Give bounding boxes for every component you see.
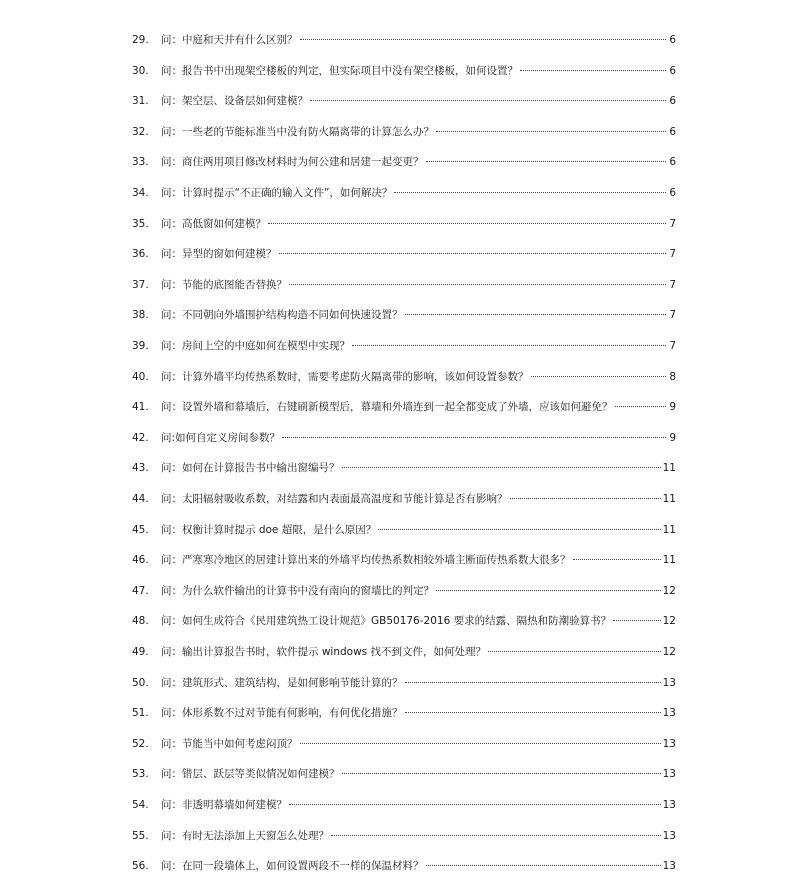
- toc-entry-title: 问：计算外墙平均传热系数时，需要考虑防火隔离带的影响，该如何设置参数？: [161, 370, 529, 383]
- toc-entry-page-number: 11: [662, 493, 676, 505]
- toc-entry[interactable]: [132, 612, 676, 630]
- toc-entry-page-number: 6: [669, 125, 676, 138]
- toc-entry-title: 问：商住两用项目修改材料时为何公建和居建一起变更？: [161, 156, 424, 169]
- toc-dot-leader: [531, 376, 667, 377]
- toc-entry-number: 37.: [132, 278, 149, 291]
- toc-entry-title: 问：输出计算报告书时，软件提示 windows 找不到文件，如何处理？: [161, 646, 486, 658]
- toc-entry-page-number: 13: [662, 768, 676, 781]
- toc-entry-title: 问：体形系数不过对节能有何影响，有何优化措施？: [161, 707, 403, 720]
- toc-entry-page-number: 7: [669, 309, 676, 322]
- toc-entry[interactable]: [132, 521, 676, 539]
- toc-entry-number: 40.: [132, 370, 149, 383]
- toc-entry-title: 问：一些老的节能标准当中没有防火隔离带的计算怎么办？: [161, 125, 434, 138]
- toc-entry-title: 问：异型的窗如何建模？: [161, 248, 277, 261]
- toc-entry-page-number: 13: [662, 799, 676, 811]
- toc-entry-title: 问：有时无法添加上天窗怎么处理？: [161, 829, 329, 842]
- toc-entry-page-number: 12: [662, 646, 676, 658]
- toc-dot-leader: [405, 712, 661, 713]
- toc-dot-leader: [436, 590, 661, 591]
- toc-entry[interactable]: [132, 551, 676, 569]
- toc-entry-number: 52.: [132, 737, 149, 750]
- toc-entry[interactable]: [132, 92, 676, 110]
- toc-entry[interactable]: [132, 245, 676, 263]
- toc-dot-leader: [342, 773, 661, 774]
- toc-entry-page-number: 6: [669, 156, 676, 169]
- toc-entry-page-number: 6: [669, 34, 676, 46]
- toc-entry-number: 35.: [132, 217, 149, 230]
- toc-entry-number: 54.: [132, 799, 149, 811]
- toc-entry[interactable]: [132, 674, 676, 692]
- toc-entry-title: 问：如何在计算报告书中输出窗编号？: [161, 462, 340, 475]
- toc-dot-leader: [289, 284, 666, 285]
- toc-entry-title: 问：中庭和天井有什么区别？: [161, 34, 298, 46]
- toc-entry-number: 49.: [132, 646, 149, 658]
- toc-entry-number: 30.: [132, 64, 149, 77]
- toc-entry-page-number: 13: [662, 707, 676, 720]
- toc-entry-title: 问：在同一段墙体上，如何设置两段不一样的保温材料？: [161, 860, 424, 873]
- toc-entry-page-number: 7: [669, 248, 676, 261]
- toc-entry-page-number: 9: [669, 431, 676, 444]
- toc-entry[interactable]: [132, 337, 676, 355]
- toc-entry-number: 53.: [132, 768, 149, 781]
- toc-entry-number: 48.: [132, 615, 149, 628]
- toc-dot-leader: [282, 437, 666, 438]
- toc-dot-leader: [300, 743, 661, 744]
- toc-entry-page-number: 9: [669, 401, 676, 414]
- toc-entry-title: 问：房间上空的中庭如何在模型中实现？: [161, 340, 350, 352]
- toc-entry[interactable]: [132, 765, 676, 783]
- toc-dot-leader: [573, 559, 661, 560]
- toc-entry[interactable]: [132, 857, 676, 875]
- toc-dot-leader: [436, 131, 666, 132]
- toc-dot-leader: [300, 39, 667, 40]
- toc-entry[interactable]: [132, 62, 676, 80]
- toc-entry[interactable]: [132, 429, 676, 447]
- toc-entry[interactable]: [132, 796, 676, 814]
- toc-entry-page-number: 6: [669, 187, 676, 199]
- toc-dot-leader: [342, 467, 661, 468]
- toc-entry-title: 问：计算时提示“不正确的输入文件”，如何解决？: [161, 187, 393, 199]
- toc-entry-page-number: 12: [662, 584, 676, 597]
- toc-entry-number: 41.: [132, 401, 149, 414]
- toc-dot-leader: [331, 835, 661, 836]
- toc-dot-leader: [520, 70, 666, 71]
- toc-entry-number: 33.: [132, 156, 149, 169]
- toc-entry[interactable]: [132, 31, 676, 49]
- toc-entry-title: 问：架空层、设备层如何建模？: [161, 95, 308, 108]
- toc-entry-title: 问:如何自定义房间参数？: [161, 431, 281, 444]
- toc-entry-title: 问：错层、跃层等类似情况如何建模？: [161, 768, 340, 781]
- toc-entry-number: 51.: [132, 707, 149, 720]
- toc-entry[interactable]: [132, 490, 676, 508]
- toc-entry-page-number: 13: [662, 676, 676, 689]
- toc-entry-number: 50.: [132, 676, 149, 689]
- toc-entry-page-number: 7: [669, 340, 676, 352]
- toc-entry[interactable]: [132, 153, 676, 171]
- toc-entry-number: 55.: [132, 829, 149, 842]
- toc-dot-leader: [310, 100, 666, 101]
- toc-entry[interactable]: [132, 459, 676, 477]
- toc-dot-leader: [279, 253, 667, 254]
- toc-entry-title: 问：为什么软件输出的计算书中没有南向的窗墙比的判定？: [161, 584, 434, 597]
- toc-dot-leader: [378, 529, 660, 530]
- toc-entry-title: 问：太阳辐射吸收系数，对结露和内表面最高温度和节能计算是否有影响？: [161, 493, 508, 505]
- toc-entry-number: 31.: [132, 95, 149, 108]
- toc-entry-number: 47.: [132, 584, 149, 597]
- toc-entry[interactable]: [132, 398, 676, 416]
- toc-entry-number: 44.: [132, 493, 149, 505]
- toc-entry-page-number: 11: [662, 462, 676, 475]
- toc-dot-leader: [426, 161, 667, 162]
- toc-entry-title: 问：报告书中出现架空楼板的判定，但实际项目中没有架空楼板，如何设置？: [161, 64, 518, 77]
- toc-entry-title: 问：建筑形式、建筑结构，是如何影响节能计算的？: [161, 676, 403, 689]
- toc-entry[interactable]: [132, 306, 676, 324]
- toc-entry[interactable]: [132, 827, 676, 845]
- toc-entry-page-number: 7: [669, 217, 676, 230]
- toc-entry-title: 问：节能的底图能否替换？: [161, 278, 287, 291]
- toc-entry-number: 39.: [132, 340, 149, 352]
- toc-entry[interactable]: [132, 643, 676, 661]
- toc-entry-title: 问：节能当中如何考虑闷顶？: [161, 737, 298, 750]
- toc-entry[interactable]: [132, 582, 676, 600]
- toc-entry-page-number: 11: [662, 554, 676, 567]
- toc-entry-number: 45.: [132, 523, 149, 536]
- toc-dot-leader: [289, 804, 661, 805]
- toc-entry-number: 36.: [132, 248, 149, 261]
- toc-entry[interactable]: [132, 215, 676, 233]
- toc-entry-page-number: 7: [669, 278, 676, 291]
- toc-entry-page-number: 8: [669, 370, 676, 383]
- toc-entry-number: 43.: [132, 462, 149, 475]
- toc-dot-leader: [405, 314, 667, 315]
- toc-entry-number: 29.: [132, 34, 149, 46]
- toc-entry[interactable]: [132, 276, 676, 294]
- toc-entry-number: 32.: [132, 125, 149, 138]
- toc-entry[interactable]: [132, 184, 676, 202]
- toc-dot-leader: [615, 406, 667, 407]
- toc-entry-page-number: 6: [669, 64, 676, 77]
- toc-entry-number: 56.: [132, 860, 149, 873]
- toc-entry-title: 问：权衡计算时提示 doe 超限，是什么原因？: [161, 523, 377, 536]
- toc-entry-page-number: 13: [662, 829, 676, 842]
- toc-entry-page-number: 6: [669, 95, 676, 108]
- toc-entry-number: 42.: [132, 431, 149, 444]
- toc-entry-title: 问：严寒寒冷地区的居建计算出来的外墙平均传热系数相较外墙主断面传热系数大很多？: [161, 554, 571, 567]
- toc-entry-title: 问：高低窗如何建模？: [161, 217, 266, 230]
- toc-entry-title: 问：不同朝向外墙围护结构构造不同如何快速设置？: [161, 309, 403, 322]
- toc-dot-leader: [426, 865, 661, 866]
- toc-dot-leader: [268, 223, 666, 224]
- toc-entry-number: 34.: [132, 187, 149, 199]
- toc-entry-page-number: 12: [662, 615, 676, 628]
- toc-entry-page-number: 13: [662, 860, 676, 873]
- toc-entry-page-number: 13: [662, 737, 676, 750]
- toc-entry-number: 38.: [132, 309, 149, 322]
- toc-entry-title: 问：设置外墙和幕墙后，右键刷新模型后，幕墙和外墙连到一起全都变成了外墙，应该如何避免？: [161, 401, 613, 414]
- toc-entry-page-number: 11: [662, 523, 676, 536]
- toc-entry[interactable]: [132, 704, 676, 722]
- toc-entry[interactable]: [132, 123, 676, 141]
- toc-entry-number: 46.: [132, 554, 149, 567]
- toc-dot-leader: [510, 498, 661, 499]
- toc-dot-leader: [394, 192, 666, 193]
- toc-entry[interactable]: [132, 368, 676, 386]
- toc-dot-leader: [488, 651, 661, 652]
- toc-dot-leader: [613, 620, 661, 621]
- toc-entry[interactable]: [132, 735, 676, 753]
- toc-entry-title: 问：非透明幕墙如何建模？: [161, 799, 287, 811]
- toc-entry-title: 问：如何生成符合《民用建筑热工设计规范》GB50176-2016 要求的结露、隔热和防潮验算书？: [161, 615, 612, 628]
- toc-dot-leader: [352, 345, 666, 346]
- toc-dot-leader: [405, 682, 661, 683]
